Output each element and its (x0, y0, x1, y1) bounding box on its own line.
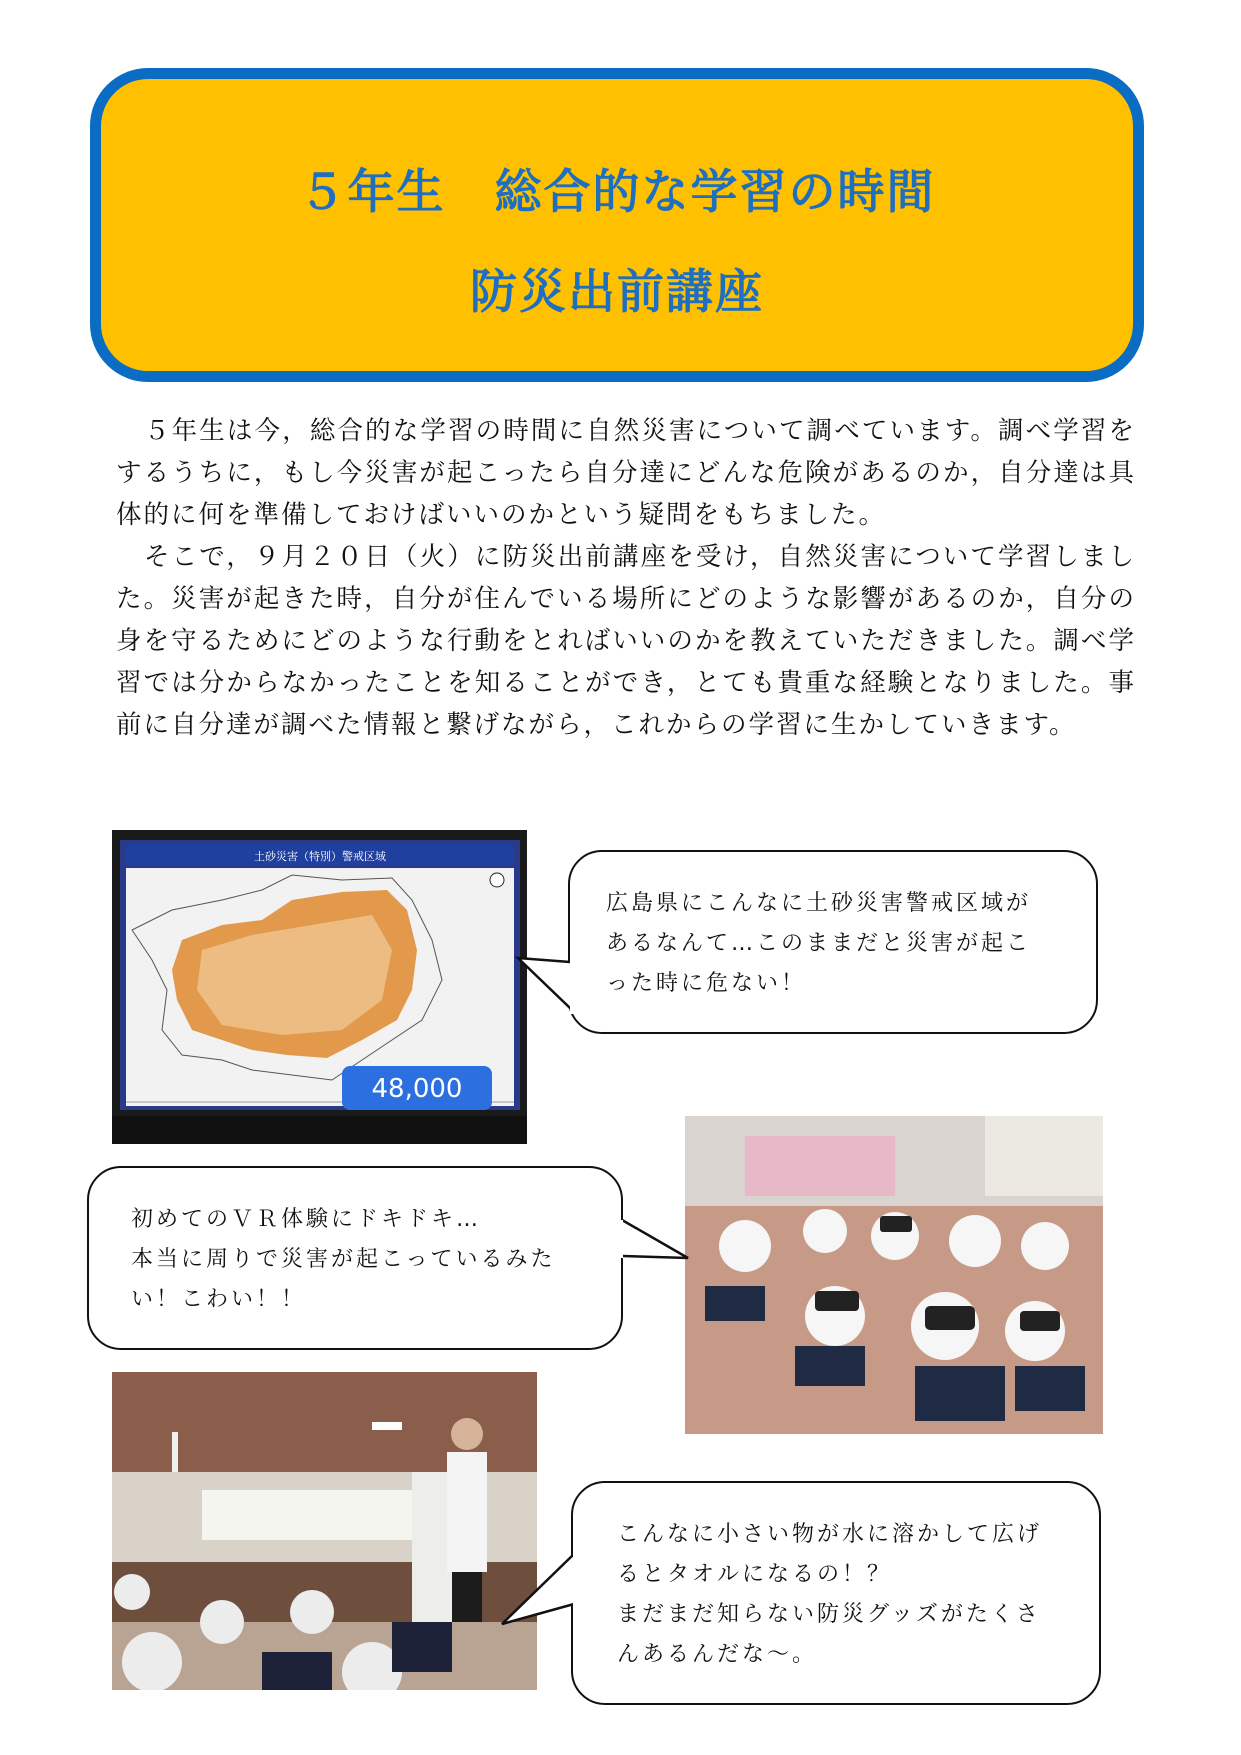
count-badge: 48,000 (371, 1074, 463, 1104)
bubble-3-text: こんなに小さい物が水に溶かして広げ るとタオルになるの！？ まだまだ知らない防災グッズがたくさ んあるんだな～。 (617, 1522, 1043, 1667)
paragraph-1: ５年生は今，総合的な学習の時間に自然災害について調べています。調べ学習をするうちに，もし今災害が起こったら自分達にどんな危険があるのか，自分達は具体的に何を準備しておけばいいのかという疑問をもちました。 (116, 416, 1136, 530)
speech-bubble-2 (87, 1166, 623, 1350)
article-body (116, 410, 1136, 746)
map-screen-title: 土砂災害（特別）警戒区域 (254, 850, 386, 863)
speech-bubble-1-tail (516, 948, 586, 1028)
speech-bubble-3 (571, 1481, 1101, 1705)
hazard-map-illustration (112, 830, 527, 1144)
title-banner (90, 68, 1144, 382)
speech-bubble-3-tail (498, 1548, 578, 1638)
vr-classroom-illustration (685, 1116, 1103, 1434)
bubble-1-text: 広島県にこんなに土砂災害警戒区域が あるなんて…このままだと災害が起こ った時に危ない！ (606, 891, 1032, 996)
speech-bubble-2-tail (612, 1216, 692, 1276)
paragraph-2: そこで，９月２０日（火）に防災出前講座を受け，自然災害について学習しました。災害が起きた時，自分が住んでいる場所にどのような影響があるのか，自分の身を守るためにどのような行動をとればいいのかを教えていただきました。調べ学習では分からなかったことを知ることができ，とても貴重な経験となりました。事前に自分達が調べた情報と繋げながら，これからの学習に生かしていきます。 (116, 542, 1136, 740)
photo-vr-experience (685, 1116, 1103, 1434)
title-line-1: ５年生 総合的な学習の時間 (298, 165, 936, 220)
bubble-2-text: 初めてのＶＲ体験にドキドキ… 本当に周りで災害が起こっているみた い！こわい！！ (131, 1207, 556, 1312)
speech-bubble-1 (568, 850, 1098, 1034)
lecture-illustration (112, 1372, 537, 1690)
title-line-2: 防災出前講座 (470, 265, 764, 320)
photo-hazard-map (112, 830, 527, 1144)
photo-lecture (112, 1372, 537, 1690)
